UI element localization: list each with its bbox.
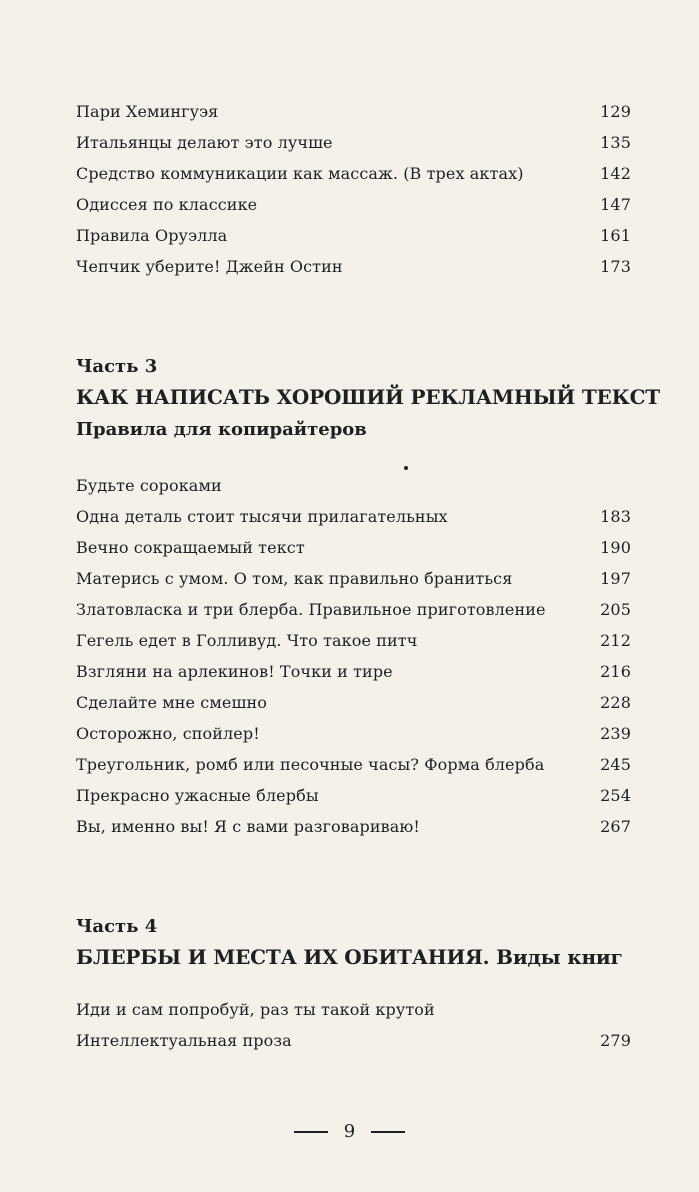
toc-entry-page: 245: [600, 755, 631, 774]
toc-entry: [76, 532, 631, 563]
toc-entry: [76, 994, 631, 1025]
toc-entry-title: Средство коммуникации как массаж. (В трех актах): [76, 164, 524, 183]
part4-label: Часть 4: [76, 916, 158, 937]
part3-heading: КАК НАПИСАТЬ ХОРОШИЙ РЕКЛАМНЫЙ ТЕКСТ: [76, 385, 660, 409]
section-spacer: [76, 972, 631, 994]
toc-entry-page: 216: [600, 662, 631, 681]
toc-entry-title: Прекрасно ужасные блербы: [76, 786, 319, 805]
toc-entry: [76, 625, 631, 656]
toc-entry-title: Треугольник, ромб или песочные часы? Форма блерба: [76, 755, 545, 774]
toc-entry-page: 197: [600, 569, 631, 588]
toc-list-part2-tail: [76, 96, 631, 282]
toc-entry-page: 239: [600, 724, 631, 743]
toc-entry-title: Вечно сокращаемый текст: [76, 538, 305, 557]
page-footer: [0, 1120, 699, 1144]
toc-entry-page: 135: [600, 133, 631, 152]
toc-entry-title: Вы, именно вы! Я с вами разговариваю!: [76, 817, 420, 836]
toc-entry-page: 228: [600, 693, 631, 712]
part3-label: Часть 3: [76, 356, 158, 377]
toc-entry: [76, 501, 631, 532]
toc-entry: [76, 220, 631, 251]
toc-entry: [76, 718, 631, 749]
table-of-contents: [76, 96, 660, 1056]
toc-entry-title: Правила Оруэлла: [76, 226, 228, 245]
toc-entry-page: 254: [600, 786, 631, 805]
toc-entry: [76, 189, 631, 220]
toc-entry: [76, 1025, 631, 1056]
part4-heading-rest: Виды книг: [496, 945, 623, 969]
toc-entry-page: 212: [600, 631, 631, 650]
toc-entry-title: Итальянцы делают это лучше: [76, 133, 333, 152]
toc-list-part3: [76, 470, 631, 842]
toc-entry-title: Осторожно, спойлер!: [76, 724, 260, 743]
toc-entry: [76, 127, 631, 158]
toc-entry-page: 183: [600, 507, 631, 526]
section-spacer: [76, 444, 631, 470]
toc-entry-page: 205: [600, 600, 631, 619]
toc-entry-title: Матерись с умом. О том, как правильно браниться: [76, 569, 513, 588]
toc-entry-page: 279: [600, 1031, 631, 1050]
toc-entry-title: Взгляни на арлекинов! Точки и тире: [76, 662, 393, 681]
footer-rule-right: [371, 1131, 405, 1133]
toc-entry-title: Будьте сороками: [76, 476, 222, 495]
toc-entry-title: Сделайте мне смешно: [76, 693, 267, 712]
part4-heading: [76, 942, 631, 972]
toc-entry: [76, 749, 631, 780]
toc-entry-page: 173: [600, 257, 631, 276]
toc-entry: [76, 563, 631, 594]
toc-entry-title: Чепчик уберите! Джейн Остин: [76, 257, 343, 276]
toc-entry-page: 190: [600, 538, 631, 557]
toc-entry: [76, 594, 631, 625]
toc-entry-title: Пари Хемингуэя: [76, 102, 219, 121]
toc-entry-title: Одиссея по классике: [76, 195, 258, 214]
toc-entry-page: 161: [600, 226, 631, 245]
toc-entry-title: Одна деталь стоит тысячи прилагательных: [76, 507, 448, 526]
toc-entry-title: Иди и сам попробуй, раз ты такой крутой: [76, 1000, 435, 1019]
toc-entry-title: Златовласка и три блерба. Правильное приготовление: [76, 600, 546, 619]
toc-list-part4: [76, 994, 631, 1056]
page-number: 9: [343, 1121, 356, 1142]
toc-entry: [76, 780, 631, 811]
toc-entry: [76, 158, 631, 189]
toc-entry: [76, 811, 631, 842]
toc-entry: [76, 687, 631, 718]
toc-entry-page: 142: [600, 164, 631, 183]
toc-entry: [76, 656, 631, 687]
toc-entry: [76, 96, 631, 127]
toc-entry-title: Гегель едет в Голливуд. Что такое питч: [76, 631, 418, 650]
toc-entry-page: 147: [600, 195, 631, 214]
toc-entry-page: 267: [600, 817, 631, 836]
toc-entry: [76, 470, 631, 501]
part4-heading-caps: БЛЕРБЫ И МЕСТА ИХ ОБИТАНИЯ.: [76, 945, 490, 969]
part3-subheading: Правила для копирайтеров: [76, 419, 367, 440]
footer-rule-left: [294, 1131, 328, 1133]
toc-entry: [76, 251, 631, 282]
toc-entry-page: 129: [600, 102, 631, 121]
ink-dot-mark: [404, 466, 408, 470]
toc-entry-title: Интеллектуальная проза: [76, 1031, 292, 1050]
